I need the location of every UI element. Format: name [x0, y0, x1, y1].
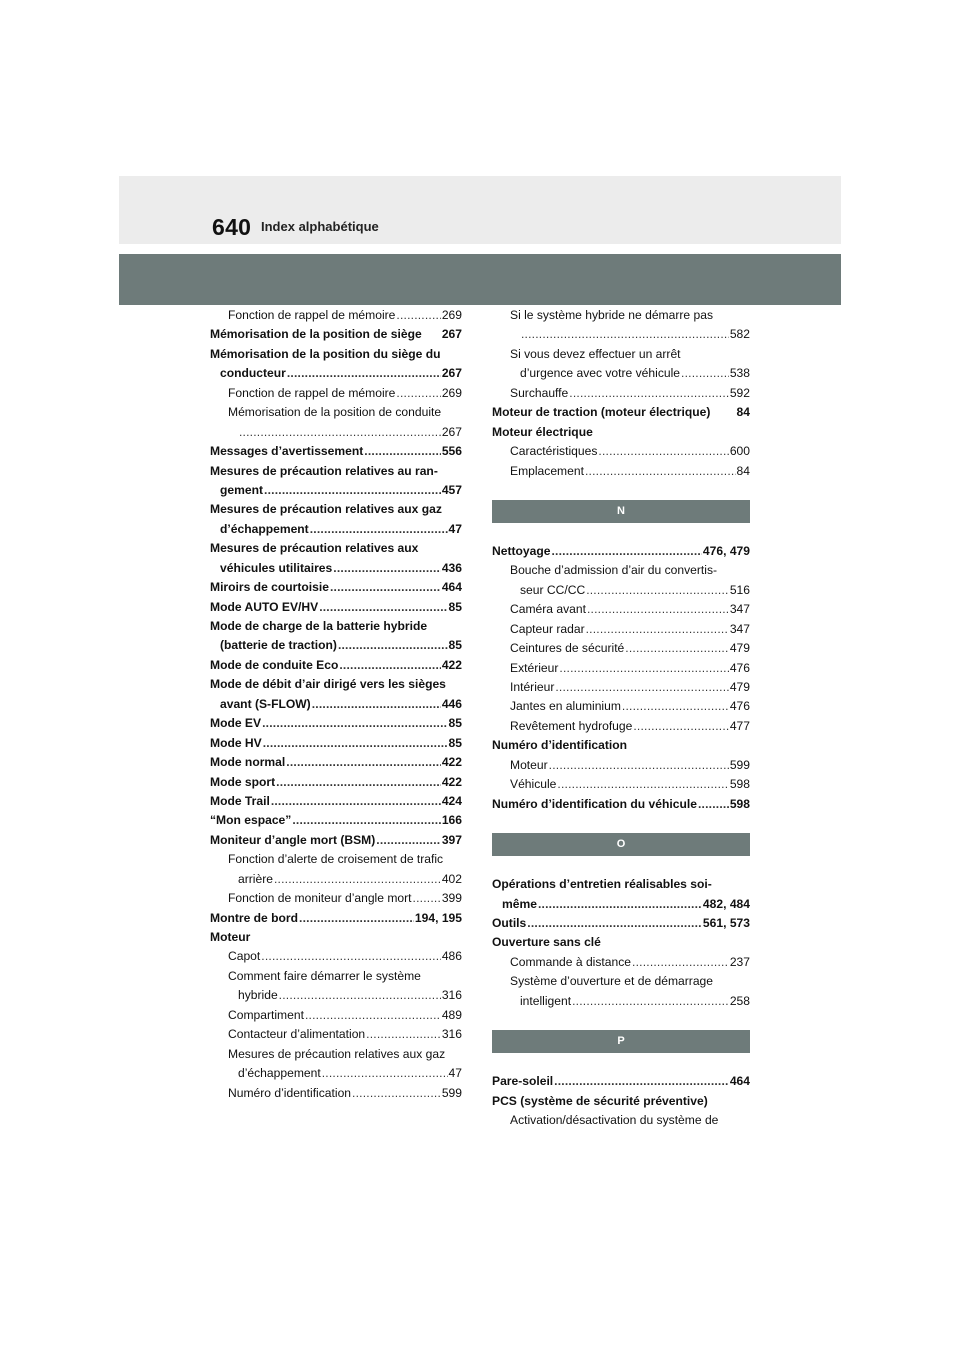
- entry-text: d’urgence avec votre véhicule: [520, 366, 681, 381]
- index-heading: [210, 617, 462, 636]
- page-reference: 316: [441, 1027, 462, 1042]
- index-subentry: [492, 697, 750, 716]
- entry-text: PCS (système de sécurité préventive): [492, 1093, 708, 1108]
- index-subentry: [492, 581, 750, 600]
- entry-text: Montre de bord: [210, 910, 299, 925]
- index-heading: [492, 895, 750, 914]
- dot-leader: [633, 717, 728, 736]
- page-reference: 600: [729, 444, 750, 459]
- entry-text: Activation/désactivation du système de: [510, 1113, 719, 1127]
- page-reference: 267: [441, 424, 462, 439]
- entry-text: Messages d’avertissement: [210, 444, 364, 459]
- page-reference: 424: [441, 793, 462, 808]
- page-reference: 561, 573: [702, 915, 750, 930]
- index-subentry: [492, 756, 750, 775]
- index-heading: [210, 500, 462, 519]
- page-reference: 422: [441, 774, 462, 789]
- index-heading: [210, 695, 462, 714]
- index-subentry: [492, 972, 750, 991]
- index-subentry: [492, 717, 750, 736]
- index-subentry: [492, 600, 750, 619]
- index-heading: [210, 462, 462, 481]
- index-heading: [210, 539, 462, 558]
- dot-leader: [681, 364, 729, 383]
- entry-text: Fonction de moniteur d’angle mort: [228, 891, 412, 906]
- page-reference: 592: [729, 385, 750, 400]
- entry-text: Mode sport: [210, 774, 276, 789]
- dot-leader: [322, 1064, 448, 1083]
- page-reference: 538: [729, 366, 750, 381]
- index-heading: [210, 598, 462, 617]
- entry-text: avant (S-FLOW): [220, 696, 311, 711]
- page-reference: 486: [441, 949, 462, 964]
- page-reference: 422: [441, 755, 462, 770]
- entry-text: même: [502, 896, 537, 911]
- dot-leader: [521, 325, 729, 344]
- entry-text: Numéro d’identification: [228, 1085, 352, 1100]
- dot-leader: [622, 697, 729, 716]
- entry-text: Mémorisation de la position de conduite: [228, 405, 442, 420]
- dot-leader: [352, 1084, 441, 1103]
- page-reference: 436: [441, 560, 462, 575]
- page-reference: 476: [729, 660, 750, 675]
- page-reference: 166: [441, 813, 462, 828]
- entry-text: Fonction d’alerte de croisement de trafic: [228, 852, 444, 867]
- index-subentry: [210, 850, 462, 869]
- index-heading: [492, 1072, 750, 1091]
- index-heading: [492, 423, 750, 442]
- dot-leader: [312, 695, 441, 714]
- entry-text: Mesures de précaution relatives aux: [210, 541, 419, 556]
- entry-text: Mesures de précaution relatives au ran-: [210, 463, 438, 478]
- index-heading: [492, 1092, 750, 1111]
- entry-text: Commande à distance: [510, 954, 632, 969]
- page-reference: 316: [441, 988, 462, 1003]
- index-column-right: [492, 306, 750, 1130]
- entry-text: Numéro d’identification du véhicule: [492, 796, 697, 811]
- index-heading: [210, 656, 462, 675]
- entry-text: seur CC/CC: [520, 582, 586, 597]
- index-heading: [210, 636, 462, 655]
- entry-text: Moteur: [210, 930, 251, 944]
- page-reference: 479: [729, 641, 750, 656]
- dot-leader: [287, 364, 441, 383]
- entry-text: Caractéristiques: [510, 444, 598, 459]
- page-reference: 599: [441, 1085, 462, 1100]
- index-heading: [210, 928, 462, 947]
- index-heading: [210, 811, 462, 830]
- page-reference: 347: [729, 621, 750, 636]
- section-header-o: O: [492, 833, 750, 856]
- index-heading: [210, 792, 462, 811]
- entry-text: Mode EV: [210, 716, 262, 731]
- dot-leader: [559, 659, 728, 678]
- page-reference: 457: [441, 482, 462, 497]
- index-subentry: [492, 364, 750, 383]
- page-reference: 258: [729, 993, 750, 1008]
- entry-text: Mode HV: [210, 735, 262, 750]
- index-subentry: [210, 1084, 462, 1103]
- entry-text: Si le système hybride ne démarre pas: [510, 308, 714, 322]
- page-reference: 85: [448, 638, 462, 653]
- page-reference: 85: [448, 735, 462, 750]
- dot-leader: [330, 578, 441, 597]
- dot-leader: [598, 442, 728, 461]
- index-subentry: [492, 1111, 750, 1130]
- index-heading: [210, 325, 462, 344]
- entry-text: “Mon espace”: [210, 813, 292, 828]
- dot-leader: [286, 753, 441, 772]
- dot-leader: [569, 384, 729, 403]
- page-reference: 237: [729, 954, 750, 969]
- dot-leader: [319, 598, 447, 617]
- dot-leader: [625, 639, 729, 658]
- entry-text: Moniteur d’angle mort (BSM): [210, 832, 376, 847]
- dot-leader: [555, 678, 728, 697]
- dot-leader: [698, 795, 729, 814]
- page-reference: 397: [441, 832, 462, 847]
- page-reference: 47: [448, 1066, 462, 1081]
- dot-leader: [239, 423, 441, 442]
- dot-leader: [264, 481, 441, 500]
- entry-text: Système d’ouverture et de démarrage: [510, 974, 714, 989]
- index-subentry: [492, 678, 750, 697]
- index-subentry: [492, 639, 750, 658]
- index-heading: [492, 542, 750, 561]
- entry-text: Comment faire démarrer le système: [228, 968, 421, 983]
- page-reference: 464: [729, 1074, 750, 1089]
- dot-leader: [586, 620, 729, 639]
- index-heading: [210, 753, 462, 772]
- page-reference: 599: [729, 757, 750, 772]
- page-reference: 464: [441, 580, 462, 595]
- index-subentry: [210, 947, 462, 966]
- entry-text: Moteur: [510, 757, 548, 772]
- page-reference: 598: [729, 777, 750, 792]
- dot-leader: [339, 656, 440, 675]
- index-subentry: [492, 442, 750, 461]
- page-reference: 482, 484: [702, 896, 750, 911]
- index-heading: [210, 442, 462, 461]
- page-reference: 269: [441, 308, 462, 322]
- page-reference: 582: [729, 327, 750, 342]
- entry-text: Pare-soleil: [492, 1074, 554, 1089]
- index-subentry: [210, 1025, 462, 1044]
- index-heading: [210, 714, 462, 733]
- index-subentry: [492, 953, 750, 972]
- dot-leader: [572, 992, 729, 1011]
- dot-leader: [549, 756, 729, 775]
- dot-leader: [586, 581, 729, 600]
- dot-leader: [276, 773, 441, 792]
- entry-text: Contacteur d’alimentation: [228, 1027, 366, 1042]
- entry-text: Nettoyage: [492, 543, 551, 558]
- dot-leader: [585, 462, 736, 481]
- entry-text: hybride: [238, 988, 278, 1003]
- index-subentry: [210, 986, 462, 1005]
- entry-text: Mode de débit d’air dirigé vers les sièges: [210, 677, 446, 692]
- index-heading: [210, 675, 462, 694]
- index-subentry: [492, 992, 750, 1011]
- dot-leader: [271, 792, 441, 811]
- index-heading: [492, 875, 750, 894]
- dot-leader: [527, 914, 702, 933]
- index-heading: [492, 403, 750, 422]
- page-reference: 399: [441, 891, 462, 906]
- dot-leader: [261, 947, 441, 966]
- entry-text: Capot: [228, 949, 261, 964]
- entry-text: Mémorisation de la position de siège: [210, 327, 422, 342]
- page-title: Index alphabétique: [261, 219, 379, 234]
- dot-leader: [632, 953, 729, 972]
- index-subentry: [210, 403, 462, 422]
- entry-text: Emplacement: [510, 463, 584, 478]
- entry-text: Capteur radar: [510, 621, 585, 636]
- page-reference: 85: [448, 716, 462, 731]
- index-heading: [210, 345, 462, 364]
- entry-text: Ceintures de sécurité: [510, 641, 625, 656]
- index-heading: [492, 736, 750, 755]
- page-reference: 446: [441, 696, 462, 711]
- index-heading: [492, 914, 750, 933]
- page-reference: 194, 195: [414, 910, 462, 925]
- dot-leader: [413, 889, 441, 908]
- page-reference: 477: [729, 718, 750, 733]
- section-header-p: P: [492, 1030, 750, 1053]
- index-subentry: [492, 384, 750, 403]
- header-dark-band: [119, 254, 841, 305]
- page-reference: 422: [441, 657, 462, 672]
- entry-text: d’échappement: [220, 521, 309, 536]
- page-reference: 476, 479: [702, 543, 750, 558]
- index-subentry: [492, 561, 750, 580]
- index-heading: [210, 520, 462, 539]
- page-reference: 85: [448, 599, 462, 614]
- page-reference: 47: [448, 521, 462, 536]
- index-heading: [210, 831, 462, 850]
- dot-leader: [396, 306, 440, 325]
- section-header-n: N: [492, 500, 750, 523]
- entry-text: Revêtement hydrofuge: [510, 718, 633, 733]
- entry-text: Mode AUTO EV/HV: [210, 599, 319, 614]
- entry-text: Extérieur: [510, 660, 559, 675]
- index-subentry: [492, 775, 750, 794]
- page-reference: 556: [441, 444, 462, 459]
- page-reference: 516: [729, 582, 750, 597]
- dot-leader: [299, 909, 414, 928]
- entry-text: Fonction de rappel de mémoire: [228, 385, 396, 400]
- dot-leader: [292, 811, 440, 830]
- index-heading: [210, 773, 462, 792]
- dot-leader: [554, 1072, 729, 1091]
- dot-leader: [338, 636, 448, 655]
- dot-leader: [557, 775, 728, 794]
- index-subentry: [210, 423, 462, 442]
- entry-text: Mode normal: [210, 755, 286, 770]
- page-reference: 84: [736, 405, 750, 420]
- entry-text: Ouverture sans clé: [492, 935, 601, 950]
- page-reference: 267: [441, 327, 462, 342]
- entry-text: Jantes en aluminium: [510, 699, 621, 714]
- entry-text: Outils: [492, 915, 527, 930]
- index-subentry: [210, 1064, 462, 1083]
- entry-text: Mémorisation de la position du siège du: [210, 346, 441, 361]
- entry-text: Fonction de rappel de mémoire: [228, 308, 396, 322]
- index-subentry: [210, 870, 462, 889]
- page-reference: 267: [441, 366, 462, 381]
- dot-leader: [263, 734, 448, 753]
- dot-leader: [587, 600, 729, 619]
- page-reference: 479: [729, 680, 750, 694]
- dot-leader: [262, 714, 447, 733]
- entry-text: d’échappement: [238, 1066, 321, 1081]
- index-subentry: [492, 345, 750, 364]
- index-subentry: [492, 306, 750, 325]
- index-heading: [210, 364, 462, 383]
- entry-text: Compartiment: [228, 1007, 304, 1022]
- dot-leader: [305, 1006, 441, 1025]
- entry-text: Surchauffe: [510, 385, 569, 400]
- page-reference: 489: [441, 1007, 462, 1022]
- dot-leader: [333, 559, 441, 578]
- dot-leader: [538, 895, 702, 914]
- entry-text: Véhicule: [510, 777, 557, 792]
- index-heading: [210, 481, 462, 500]
- index-subentry: [210, 306, 462, 325]
- index-heading: [210, 578, 462, 597]
- entry-text: Miroirs de courtoisie: [210, 580, 329, 595]
- index-subentry: [210, 1045, 462, 1064]
- index-subentry: [210, 889, 462, 908]
- index-heading: [210, 909, 462, 928]
- entry-text: Mode Trail: [210, 793, 270, 808]
- index-subentry: [210, 384, 462, 403]
- entry-text: Caméra avant: [510, 602, 586, 617]
- entry-text: Opérations d’entretien réalisables soi-: [492, 877, 712, 892]
- dot-leader: [310, 520, 448, 539]
- page-reference: 347: [729, 602, 750, 617]
- page-reference: 84: [736, 463, 750, 478]
- entry-text: véhicules utilitaires: [220, 560, 333, 575]
- entry-text: Numéro d’identification: [492, 738, 628, 753]
- index-subentry: [492, 659, 750, 678]
- page-reference: 269: [441, 385, 462, 400]
- page-reference: 476: [729, 699, 750, 714]
- page-reference: 402: [441, 871, 462, 886]
- dot-leader: [396, 384, 440, 403]
- index-heading: [492, 933, 750, 952]
- dot-leader: [274, 870, 441, 889]
- entry-text: Si vous devez effectuer un arrêt: [510, 346, 681, 361]
- entry-text: Mesures de précaution relatives aux gaz: [228, 1046, 446, 1061]
- dot-leader: [551, 542, 701, 561]
- index-heading: [492, 795, 750, 814]
- entry-text: Mode de conduite Eco: [210, 657, 339, 672]
- entry-text: intelligent: [520, 993, 572, 1008]
- index-heading: [210, 559, 462, 578]
- entry-text: Mesures de précaution relatives aux gaz: [210, 502, 442, 517]
- dot-leader: [364, 442, 441, 461]
- index-column-left: [210, 306, 462, 1103]
- entry-text: Bouche d’admission d’air du convertis-: [510, 563, 718, 578]
- index-subentry: [492, 620, 750, 639]
- index-subentry: [492, 462, 750, 481]
- entry-text: Moteur de traction (moteur électrique): [492, 405, 711, 420]
- entry-text: arrière: [238, 871, 273, 886]
- index-subentry: [210, 967, 462, 986]
- page-number: 640: [212, 214, 252, 240]
- index-subentry: [210, 1006, 462, 1025]
- entry-text: gement: [220, 482, 264, 497]
- entry-text: Mode de charge de la batterie hybride: [210, 619, 428, 633]
- page-reference: 598: [729, 796, 750, 811]
- dot-leader: [279, 986, 441, 1005]
- entry-text: (batterie de traction): [220, 638, 337, 653]
- dot-leader: [366, 1025, 441, 1044]
- entry-text: Intérieur: [510, 680, 555, 694]
- entry-text: Moteur électrique: [492, 424, 593, 439]
- index-heading: [210, 734, 462, 753]
- entry-text: conducteur: [220, 366, 286, 381]
- dot-leader: [376, 831, 441, 850]
- index-subentry: [492, 325, 750, 344]
